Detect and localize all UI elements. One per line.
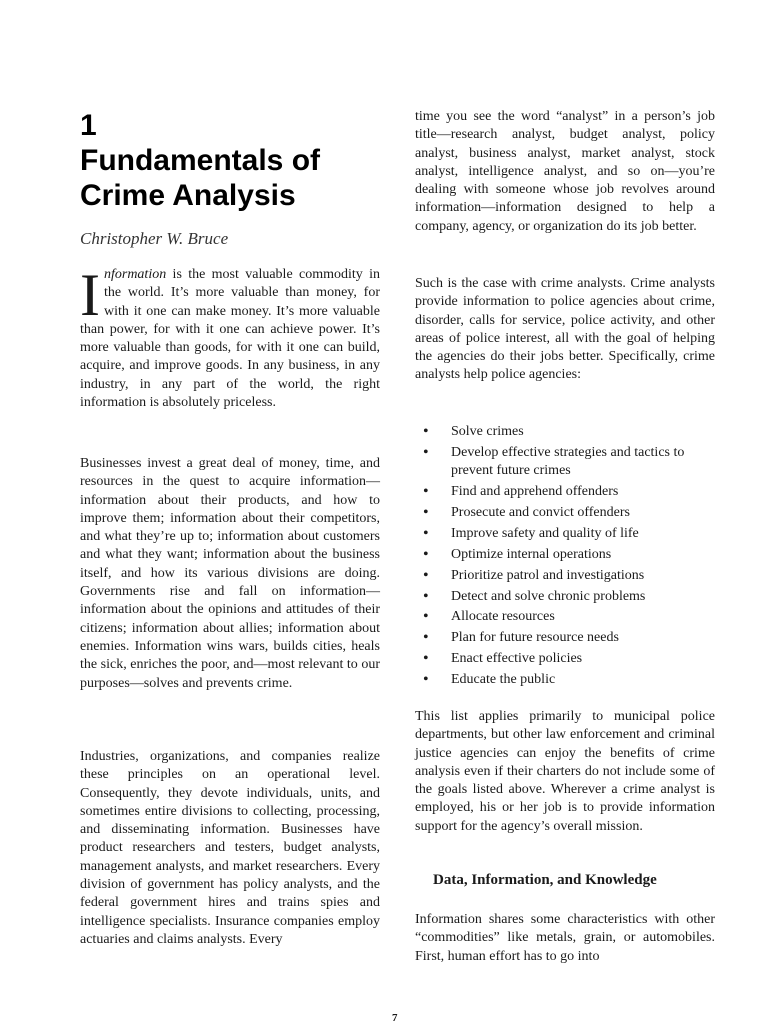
- body-paragraph: This list applies primarily to municipal police departments, but other law enforcement and criminal justice agencies can enjoy the benefits of crime analysis even if their charters do not include some of the goals listed above. Wherever a crime analyst is employed, his or her job is to provide information support for the agency’s overall mission.: [415, 709, 715, 834]
- list-item: • Enact effective policies: [415, 650, 715, 668]
- list-item: • Solve crimes: [415, 423, 715, 441]
- list-item: • Prosecute and convict offenders: [415, 504, 715, 522]
- list-item: • Educate the public: [415, 671, 715, 689]
- crime-analysis-goals-list: [415, 423, 715, 692]
- chapter-number: 1: [80, 109, 97, 142]
- list-item: • Plan for future resource needs: [415, 629, 715, 647]
- page-number: 7: [392, 1012, 398, 1024]
- list-item: • Optimize internal operations: [415, 546, 715, 564]
- drop-cap: I: [80, 262, 100, 328]
- body-paragraph: Such is the case with crime analysts. Crime analysts provide information to police agencies about crime, disorder, calls for service, police activity, and other areas of police interest, all with the goal of helping the agencies do their jobs better. Specifically, crime analysts help police agencies:: [415, 276, 715, 383]
- list-item: • Develop effective strategies and tactics to prevent future crimes: [415, 444, 715, 481]
- lead-italic-word: nformation: [103, 267, 167, 282]
- body-paragraph: time you see the word “analyst” in a person’s job title—research analyst, budget analyst, policy analyst, business analyst, market analyst, stock analyst, intelligence analyst, and so on—you’re dealing with someone whose job revolves around information—information designed to help a company, agency, or organization do its job better.: [415, 109, 715, 234]
- section-heading: Data, Information, and Knowledge: [433, 872, 657, 888]
- list-item: • Prioritize patrol and investigations: [415, 567, 715, 585]
- body-paragraph: Industries, organizations, and companies realize these principles on an operational level. Consequently, they devote individuals, units, and sometimes entire divisions to collecting, processing, and disseminating information. Businesses have product researchers and testers, budget analysts, management analysts, and market researchers. Every division of government has policy analysts, and the federal government hires and trains spies and intelligence specialists. Insurance companies employ actuaries and claims analysts. Every: [80, 749, 380, 947]
- list-item: • Allocate resources: [415, 608, 715, 626]
- list-item: • Improve safety and quality of life: [415, 525, 715, 543]
- chapter-author: Christopher W. Bruce: [80, 229, 229, 248]
- list-item: • Find and apprehend offenders: [415, 483, 715, 501]
- list-item: • Detect and solve chronic problems: [415, 588, 715, 606]
- chapter-title: Fundamentals of Crime Analysis: [80, 144, 321, 212]
- intro-paragraph: [80, 262, 380, 412]
- body-paragraph: Businesses invest a great deal of money, time, and resources in the quest to acquire information—information about their products, and how to improve them; information about their competitors, and what they’re up to; information about customers and what they want; information about the business itself, and how its various divisions are doing. Governments rise and fall on information—information about the opinions and attitudes of their citizens; information about allies; information about enemies. Information wins wars, builds cities, heals the sick, enriches the poor, and—most relevant to our purposes—solves and prevents crime.: [80, 456, 380, 691]
- intro-paragraph-text: is the most valuable commodity in the world. It’s more valuable than money, for with it one can make money. It’s more valuable than power, for with it one can achieve power. It’s more valuable than goods, for with it one can build, acquire, and improve goods. In any business, in any industry, in any part of the world, the right information is absolutely priceless.: [80, 267, 380, 411]
- body-paragraph: Information shares some characteristics with other “commodities” like metals, grain, or automobiles. First, human effort has to go into: [415, 912, 715, 964]
